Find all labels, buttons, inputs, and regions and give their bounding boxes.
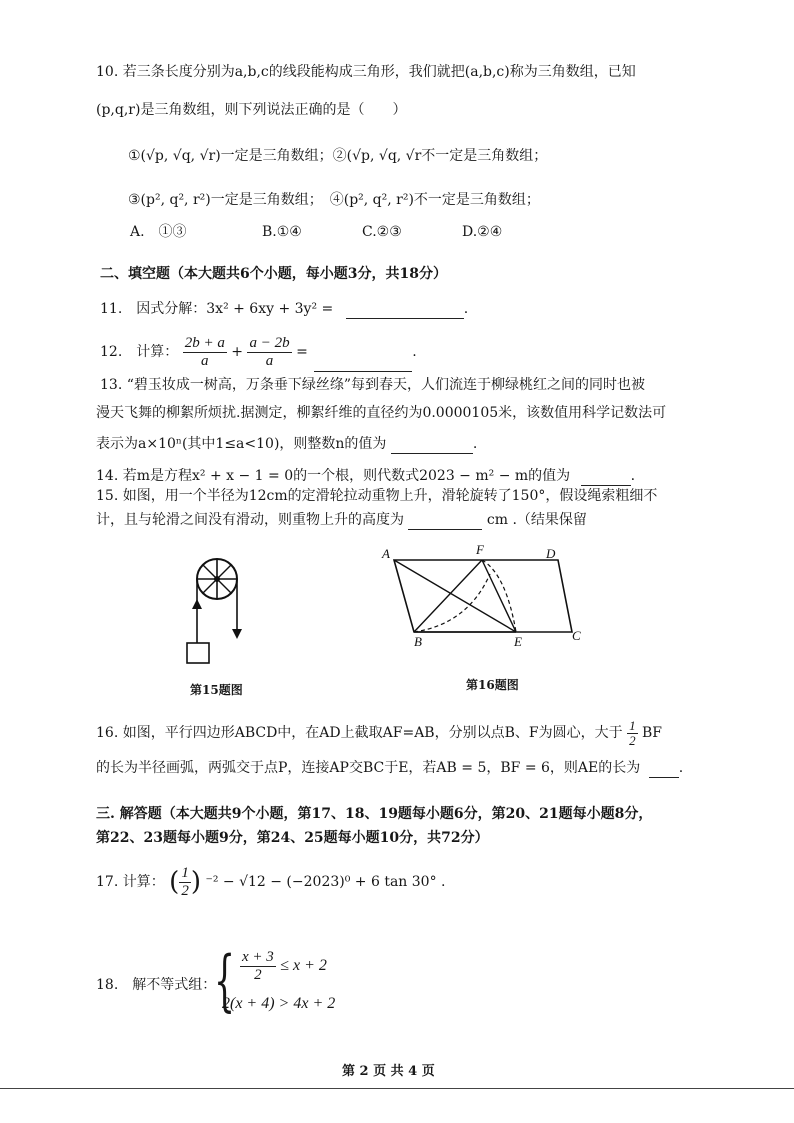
label-b: B [414, 634, 422, 648]
figure-15-pulley-diagram [180, 555, 260, 665]
arrow-down-icon [232, 629, 242, 639]
q13-line3-text: 表示为a×10ⁿ(其中1≤a<10)，则整数n的值为 [96, 436, 387, 452]
q16-end: . [678, 760, 684, 776]
q10-statement-3-4: ③(p², q², r²)一定是三角数组； ④(p², q², r²)不一定是三角数组； [128, 192, 540, 208]
q15-line2 [96, 510, 587, 530]
q15-answer-blank[interactable] [408, 515, 482, 530]
q16-line2 [96, 758, 683, 778]
q16-line2-text: 的长为半径画弧，两弧交于点P，连接AP交BC于E，若AB = 5，BF = 6，则AE的长为 [96, 760, 641, 776]
q16-line1-post: BF [642, 725, 663, 741]
q13-line3 [96, 434, 477, 454]
label-d: D [546, 546, 556, 561]
q11-end: . [463, 301, 469, 317]
q15-line1: 15. 如图，用一个半径为12cm的定滑轮拉动重物上升，滑轮旋转了150°，假设绳索粗细不 [96, 488, 658, 504]
q14-answer-blank[interactable] [581, 471, 631, 486]
q16-line1-text: 16. 如图，平行四边形ABCD中，在AD上截取AF=AB，分别以点B、F为圆心，大于 [96, 725, 623, 741]
q15-line2-end: cm .（结果保留 [486, 512, 587, 528]
parallelogram-abcd [394, 560, 572, 632]
q14-end: . [630, 468, 636, 484]
q10-line2: (p,q,r)是三角数组，则下列说法正确的是（ ） [96, 102, 407, 118]
q18-inequality-2: 2(x + 4) > 4x + 2 [222, 995, 336, 1012]
q17-left-paren: ( [169, 867, 180, 897]
q12-fraction-2 [247, 335, 291, 370]
label-e: E [514, 634, 522, 648]
q12-equals: = [296, 344, 308, 360]
q15-line2-text: 计，且与轮滑之间没有滑动，则重物上升的高度为 [96, 512, 404, 528]
figure-16-parallelogram-diagram [378, 544, 598, 648]
section2-heading: 二、填空题（本大题共6个小题，每小题3分，共18分） [100, 266, 447, 282]
section3-heading-line2: 第22、23题每小题9分，第24、25题每小题10分，共72分） [96, 830, 489, 846]
label-a: A [382, 546, 390, 561]
segment-ae [394, 560, 516, 632]
q12 [100, 332, 417, 372]
q12-frac2-numerator: a − 2b [249, 334, 290, 351]
q18-ineq1-numerator: x + 3 [242, 948, 274, 965]
q17-frac-numerator: 1 [181, 864, 189, 881]
q13-end: . [472, 436, 478, 452]
q16-line1 [96, 718, 662, 748]
arrow-up-icon [192, 599, 202, 609]
q12-frac1-numerator: 2b + a [184, 334, 225, 351]
q18-ineq1-fraction [240, 949, 276, 984]
q10-option-a: A. ①③ [130, 224, 187, 240]
q10-option-b: B.①④ [262, 224, 302, 240]
q12-fraction-1 [183, 335, 227, 370]
q16-frac-denominator: 2 [629, 732, 636, 748]
q18-inequality-1 [240, 948, 327, 984]
q12-end: . [412, 344, 417, 360]
q13-line2: 漫天飞舞的柳絮所烦扰.据测定，柳絮纤维的直径约为0.0000105米，该数值用科学记数法可 [96, 405, 667, 421]
q17-frac-denominator: 2 [181, 882, 189, 899]
q17-half-fraction [179, 865, 191, 900]
figure-15-caption: 第15题图 [190, 683, 243, 697]
q11 [100, 299, 468, 319]
q16-half-fraction [627, 719, 638, 748]
q11-answer-blank[interactable] [346, 304, 464, 319]
q16-frac-numerator: 1 [629, 717, 636, 733]
q11-text: 11. 因式分解：3x² + 6xy + 3y² = [100, 301, 334, 317]
label-c: C [572, 628, 581, 643]
section3-heading-line1: 三. 解答题（本大题共9个小题，第17、18、19题每小题6分，第20、21题每小题8分， [96, 806, 653, 822]
q16-answer-blank[interactable] [649, 763, 679, 778]
q17-label: 17. 计算： [96, 874, 165, 890]
weight-box [187, 643, 209, 663]
q14-text: 14. 若m是方程x² + x − 1 = 0的一个根，则代数式2023 − m² − m的值为 [96, 468, 571, 484]
figure-16-caption: 第16题图 [466, 678, 519, 692]
q10-option-c: C.②③ [362, 224, 402, 240]
q17 [96, 862, 445, 902]
q12-label: 12. 计算： [100, 344, 179, 360]
arc-from-b [414, 574, 490, 632]
q12-answer-blank[interactable] [314, 357, 412, 372]
q12-frac2-denominator: a [265, 352, 274, 369]
q17-right-paren: ) [190, 867, 201, 897]
label-f: F [476, 544, 484, 557]
page-number: 第 2 页 共 4 页 [342, 1064, 435, 1079]
q18-ineq1-rest: ≤ x + 2 [280, 957, 327, 974]
q14 [96, 466, 635, 486]
q12-frac1-denominator: a [201, 352, 209, 369]
q10-line1: 10. 若三条长度分别为a,b,c的线段能构成三角形，我们就把(a,b,c)称为三角数组，已知 [96, 64, 636, 80]
q17-expression: ⁻² − √12 − (−2023)⁰ + 6 tan 30° . [205, 874, 446, 890]
q13-answer-blank[interactable] [391, 439, 473, 454]
q18-label: 18. 解不等式组： [96, 977, 217, 993]
q10-option-d: D.②④ [462, 224, 503, 240]
footer-divider [0, 1088, 794, 1089]
q18-ineq1-denominator: 2 [254, 966, 262, 983]
q13-line1: 13. “碧玉妆成一树高，万条垂下绿丝绦”每到春天，人们流连于柳绿桃红之间的同时也被 [100, 377, 646, 393]
q12-plus: + [231, 344, 244, 360]
q18-system-brace: { [214, 942, 235, 1019]
q10-statement-1-2: ①(√p, √q, √r)一定是三角数组；②(√p, √q, √r不一定是三角数组； [128, 148, 548, 164]
